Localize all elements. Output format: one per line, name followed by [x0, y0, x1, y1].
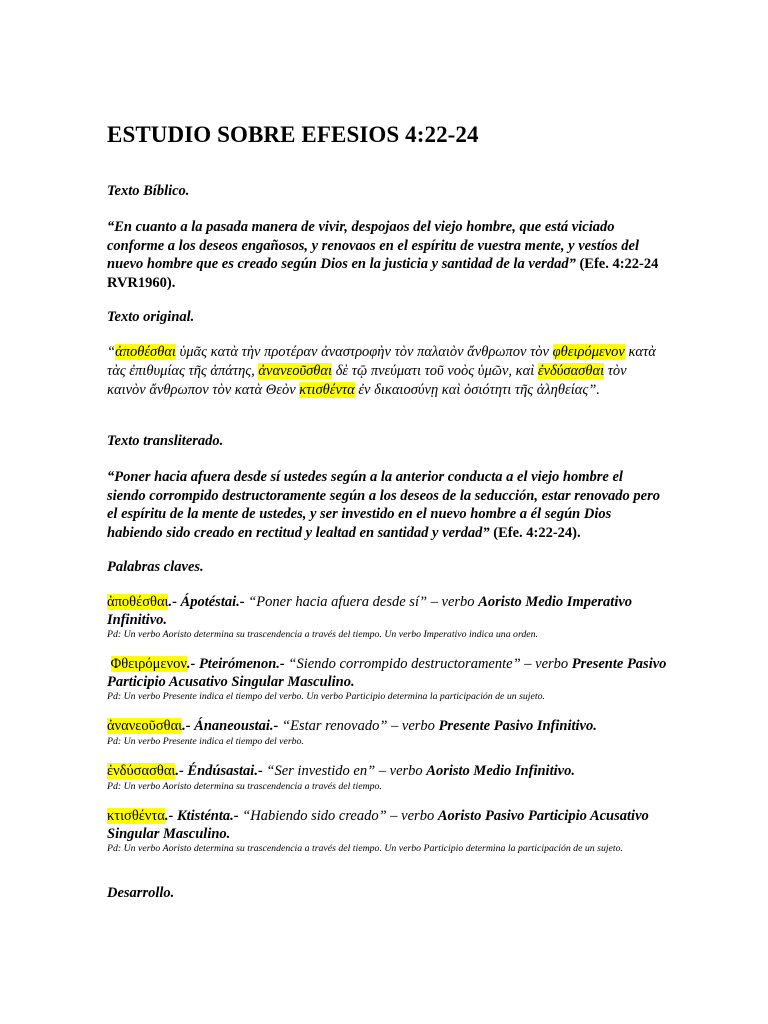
- keyword-grammar: Presente Pasivo Infinitivo.: [438, 718, 597, 734]
- heading-texto-biblico: Texto Bíblico.: [107, 183, 190, 199]
- greek-text-segment: ὑμᾶς κατὰ τὴν προτέραν ἀναστροφὴν τὸν παλαιὸν ἄνθρωπον τὸν: [175, 344, 553, 360]
- heading-palabras-claves: Palabras claves.: [107, 559, 204, 575]
- keyword-entry-5: [107, 808, 672, 855]
- keyword-entry-2: [107, 656, 672, 703]
- transliterated-text-paragraph: [107, 468, 663, 542]
- biblical-reference: (Efe. 4:22-24 RVR1960).: [107, 256, 659, 291]
- greek-word-ananeousthai: ἀνανεοῦσθαι: [258, 362, 333, 379]
- greek-text-paragraph: [107, 343, 662, 399]
- heading-texto-original: Texto original.: [107, 309, 195, 325]
- greek-word-apothesthai: ἀποθέσθαι: [115, 344, 176, 360]
- keyword-transliteration: .- Ánaneoustai.-: [182, 718, 279, 734]
- transliterated-quote: “Poner hacia afuera desde sí ustedes según a la anterior conducta a el viejo hombre el siendo corrompido destructoramente según a los deseos de la seducción, estar renovado pero el espíritu de la mente de ustedes, y ser investido en el nuevo hombre a él según Dios habiendo sido creado en rectitud y lealtad en santidad y verdad”: [107, 469, 661, 541]
- keyword-transliteration: .- Ktisténta.-: [164, 808, 239, 824]
- keyword-note: Pd: Un verbo Aoristo determina su trascendencia a través del tiempo.: [107, 780, 382, 792]
- greek-open-quote: “: [107, 344, 116, 360]
- keyword-greek: κτισθέντα: [107, 808, 165, 824]
- document-title: ESTUDIO SOBRE EFESIOS 4:22-24: [107, 122, 479, 147]
- keyword-note: Pd: Un verbo Aoristo determina su trascendencia a través del tiempo. Un verbo Participio determina la participación de un sujeto.: [107, 843, 623, 855]
- keyword-note: Pd: Un verbo Aoristo determina su trascendencia a través del tiempo. Un verbo Imperativo indica una orden.: [107, 629, 538, 641]
- keyword-meaning: “Siendo corrompido destructoramente” – verbo: [284, 656, 572, 672]
- greek-text-segment: κατὰ τὰς ἐπιθυμίας τῆς ἀπάτης,: [107, 344, 656, 379]
- heading-desarrollo: Desarrollo.: [107, 885, 175, 901]
- biblical-quote: “En cuanto a la pasada manera de vivir, despojaos del viejo hombre, que está viciado conforme a los deseos engañosos, y renovaos en el espíritu de vuestra mente, y vestíos del nuevo hombre que es creado según Dios en la justicia y santidad de la verdad”: [107, 219, 640, 273]
- keyword-transliteration: .- Pteirómenon.-: [186, 656, 285, 672]
- keyword-greek: ἐνδύσασθαι: [107, 763, 176, 779]
- keyword-note: Pd: Un verbo Presente indica el tiempo del verbo. Un verbo Participio determina la participación de un sujeto.: [107, 691, 545, 703]
- keyword-meaning: “Ser investido en” – verbo: [262, 763, 427, 779]
- keyword-greek: Φθειρόμενον: [110, 656, 187, 672]
- keyword-meaning: “Habiendo sido creado” – verbo: [238, 808, 438, 824]
- keyword-transliteration: .- Ápotéstai.-: [168, 594, 245, 610]
- greek-word-endusasthai: ἐνδύσασθαι: [537, 362, 605, 379]
- keyword-greek: ἀνανεοῦσθαι: [107, 718, 183, 734]
- greek-word-ktisthenta: κτισθέντα: [299, 381, 355, 398]
- keyword-meaning: “Poner hacia afuera desde sí” – verbo: [244, 594, 479, 610]
- keyword-grammar: Aoristo Medio Imperativo Infinitivo.: [107, 594, 633, 628]
- keyword-greek: ἀποθέσθαι: [107, 594, 169, 610]
- keyword-note: Pd: Un verbo Presente indica el tiempo del verbo.: [107, 735, 304, 747]
- heading-texto-transliterado: Texto transliterado.: [107, 433, 224, 449]
- keyword-entry-1: [107, 594, 672, 641]
- biblical-text-paragraph: [107, 218, 663, 292]
- keyword-entry-4: [107, 763, 672, 793]
- keyword-meaning: “Estar renovado” – verbo: [278, 718, 439, 734]
- greek-text-segment: δὲ τῷ πνεύματι τοῦ νοὸς ὑμῶν, καὶ: [332, 362, 538, 379]
- keyword-grammar: Aoristo Medio Infinitivo.: [426, 763, 575, 779]
- keyword-grammar: Aoristo Pasivo Participio Acusativo Singular Masculino.: [107, 808, 649, 842]
- keyword-grammar: Presente Pasivo Participio Acusativo Singular Masculino.: [107, 656, 667, 690]
- greek-word-phtheiromenon: φθειρόμενον: [552, 344, 625, 360]
- greek-text-segment: τὸν καινὸν ἄνθρωπον τὸν κατὰ Θεὸν: [107, 362, 627, 398]
- keyword-transliteration: .- Éndúsastai.-: [175, 763, 263, 779]
- greek-text-segment: ἐν δικαιοσύνῃ καὶ ὁσιότητι τῆς ἀληθείας”.: [354, 381, 600, 398]
- transliterated-reference: (Efe. 4:22-24).: [493, 524, 581, 541]
- keyword-entry-3: [107, 718, 672, 748]
